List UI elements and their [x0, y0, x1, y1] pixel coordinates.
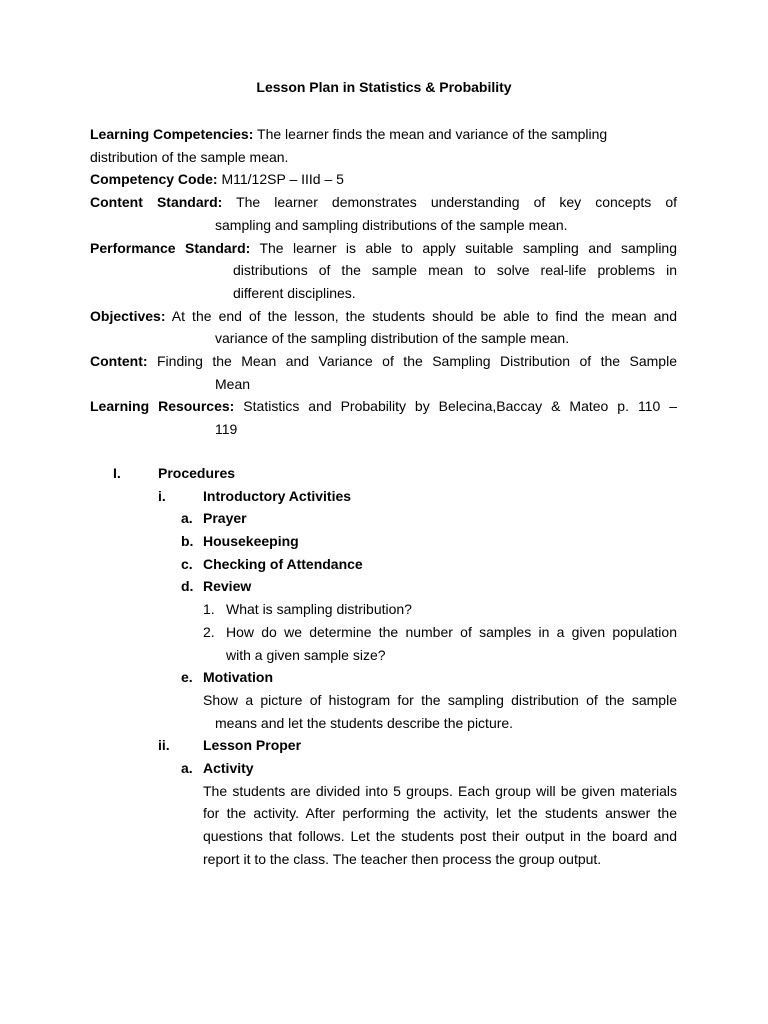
- motivation-text-line-cont: means and let the students describe the picture.: [215, 714, 514, 731]
- competency-code-text: M11/12SP – IIId – 5: [217, 171, 344, 188]
- review-question-cont: [0, 644, 768, 667]
- list-marker: a.: [181, 759, 193, 776]
- review-question: [0, 621, 768, 644]
- list-marker: b.: [181, 533, 194, 550]
- learning-resources-text-cont: 119: [215, 421, 238, 438]
- question-text: How do we determine the number of samples in a given population: [226, 623, 677, 640]
- performance-standard-text-cont: distributions of the sample mean to solve real-life problems in: [233, 262, 677, 279]
- motivation-text: [0, 689, 768, 712]
- list-item: [0, 553, 768, 576]
- content-text-cont: Mean: [215, 375, 251, 392]
- content: [90, 350, 677, 395]
- list-marker: e.: [181, 669, 193, 686]
- performance-standard-label: Performance Standard:: [90, 239, 251, 256]
- question-marker: 1.: [203, 601, 215, 618]
- learning-competencies-text-cont: distribution of the sample mean.: [90, 148, 289, 165]
- content-standard-label: Content Standard:: [90, 194, 223, 211]
- list-item: [0, 530, 768, 553]
- learning-competencies-label: Learning Competencies:: [90, 126, 254, 142]
- objectives-text-cont: variance of the sampling distribution of the sample mean.: [215, 330, 570, 347]
- learning-resources-text: Statistics and Probability by Belecina,Baccay & Mateo p. 110 –: [234, 398, 678, 415]
- list-item-label: Checking of Attendance: [203, 555, 363, 572]
- procedures-label: Procedures: [158, 465, 236, 481]
- learning-competencies-text: The learner finds the mean and variance of the sampling: [253, 126, 608, 142]
- objectives-label: Objectives:: [90, 307, 166, 324]
- introductory-activities-label: Introductory Activities: [203, 487, 352, 504]
- list-item: [0, 507, 768, 530]
- motivation-text-line: Show a picture of histogram for the sampling distribution of the sample: [203, 691, 677, 708]
- performance-standard-text: The learner is able to apply suitable sampling and sampling: [250, 239, 677, 256]
- lesson-proper-marker: ii.: [158, 737, 170, 754]
- lesson-header: [90, 123, 677, 441]
- learning-resources: [90, 395, 677, 440]
- competency-code: [90, 168, 677, 191]
- question-text: What is sampling distribution?: [226, 601, 412, 618]
- list-item-label: Review: [203, 578, 252, 595]
- list-marker: c.: [181, 555, 193, 572]
- question-marker: 2.: [203, 623, 215, 640]
- list-item-label: Housekeeping: [203, 533, 299, 550]
- list-item: [0, 575, 768, 598]
- motivation-text-cont: [0, 712, 768, 735]
- performance-standard-text-cont2: different disciplines.: [233, 284, 356, 301]
- content-standard-text-cont: sampling and sampling distributions of the sample mean.: [215, 216, 568, 233]
- activity-heading: [0, 757, 768, 780]
- procedures-outline: [0, 462, 768, 870]
- objectives: [90, 305, 677, 350]
- content-standard-text: The learner demonstrates understanding of key concepts of: [222, 194, 677, 211]
- introductory-activities-marker: i.: [158, 487, 166, 504]
- document-title: Lesson Plan in Statistics & Probability: [256, 79, 512, 95]
- competency-code-label: Competency Code:: [90, 171, 218, 188]
- learning-resources-label: Learning Resources:: [90, 398, 235, 415]
- list-marker: d.: [181, 578, 194, 595]
- performance-standard: [90, 237, 677, 305]
- activity-text: The students are divided into 5 groups. Each group will be given materials for the activity. After performing the activity, let the students answer the questions that follows. Let the students post their output in the board and report it to the class. The teacher then process the group output.: [203, 782, 677, 867]
- review-question: [0, 598, 768, 621]
- objectives-text: At the end of the lesson, the students should be able to find the mean and: [165, 307, 677, 324]
- procedures-heading: [0, 462, 768, 485]
- lesson-proper-heading: [0, 734, 768, 757]
- content-text: Finding the Mean and Variance of the Sampling Distribution of the Sample: [147, 353, 677, 370]
- motivation-label: Motivation: [203, 669, 273, 686]
- introductory-activities-heading: [0, 485, 768, 508]
- activity-label: Activity: [203, 759, 254, 776]
- list-marker: a.: [181, 510, 193, 527]
- lesson-proper-label: Lesson Proper: [203, 737, 302, 754]
- content-standard: [90, 191, 677, 236]
- list-item-label: Prayer: [203, 510, 247, 527]
- question-text-cont: with a given sample size?: [226, 646, 386, 663]
- content-label: Content:: [90, 353, 148, 370]
- procedures-marker: I.: [113, 465, 121, 481]
- learning-competencies: [90, 123, 677, 168]
- motivation-heading: [0, 666, 768, 689]
